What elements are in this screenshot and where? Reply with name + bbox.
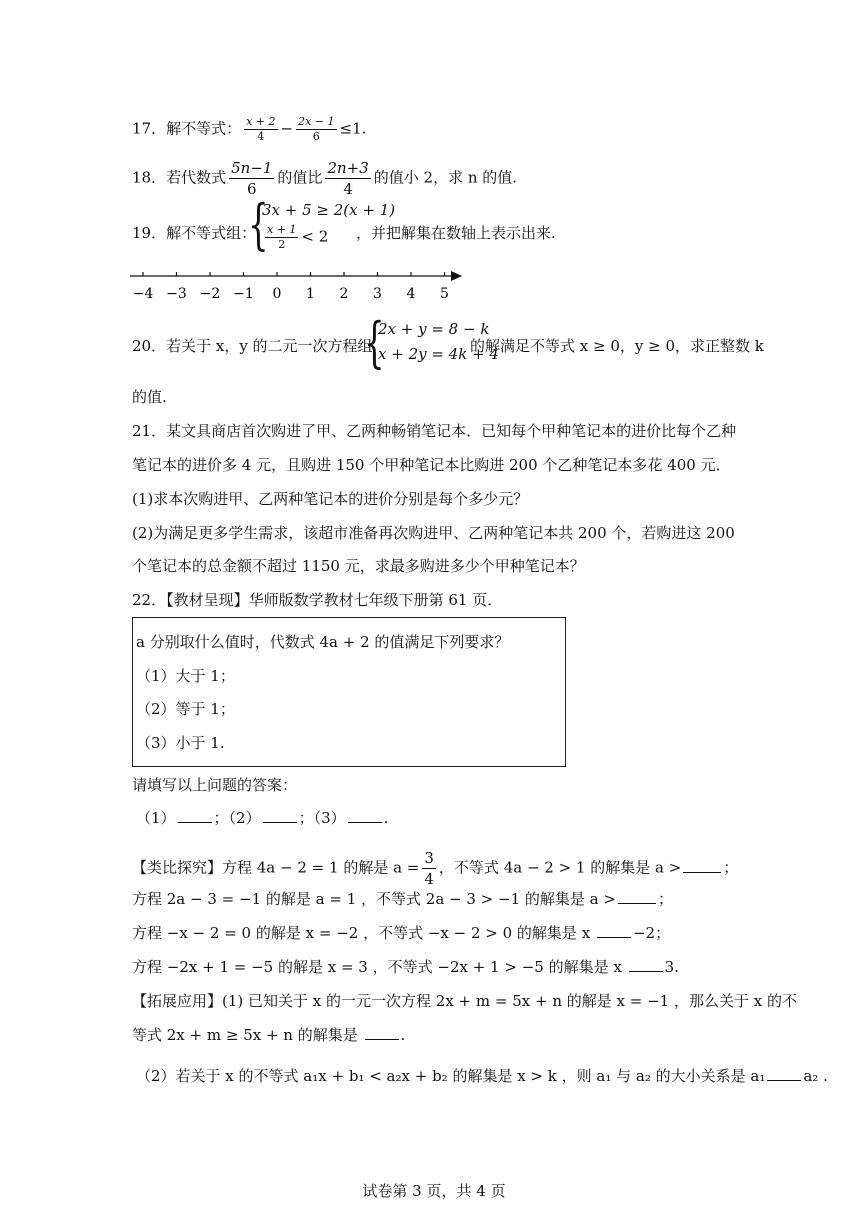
ext-blank-2[interactable] <box>767 1066 801 1081</box>
q20-eq1: 2x + y = 8 − k <box>378 320 490 338</box>
q22-title: 22．【教材呈现】华师版数学教材七年级下册第 61 页． <box>132 591 503 609</box>
analog-blank-2[interactable] <box>618 889 656 904</box>
q21-line2: 笔记本的进价多 4 元，且购进 150 个甲种笔记本比购进 200 个乙种笔记本多花 400 元． <box>132 456 731 474</box>
number-line-label: 3 <box>373 286 382 302</box>
q21-line3: (1)求本次购进甲、乙两种笔记本的进价分别是每个多少元？ <box>132 490 529 508</box>
q17-frac1: $\frac{x + 2}{4}$ <box>246 115 276 143</box>
analog-line-2: 方程 2a − 3 = −1 的解是 a = 1 ，不等式 2a − 3 > −1 的解集是 a > ； <box>132 890 673 908</box>
number-line-arrow <box>451 271 462 281</box>
number-line-label: 4 <box>406 286 416 302</box>
q18-frac2: $\frac{2n+3}{4}$ <box>327 159 369 198</box>
answer-blank-2[interactable] <box>263 808 297 823</box>
q21-line4: (2)为满足更多学生需求，该超市准备再次购进甲、乙两种笔记本共 200 个，若购进这 200 <box>132 524 735 542</box>
analog-line-4: 方程 −2x + 1 = −5 的解是 x = 3 ，不等式 −2x + 1 > −5 的解集是 x 3. <box>132 958 679 976</box>
q21-line5: 个笔记本的总金额不超过 1150 元，求最多购进多少个甲种笔记本？ <box>132 557 585 575</box>
q19-label: 19．解不等式组： <box>132 224 257 242</box>
answer-line: （1） ；（2） ；（3） . <box>136 809 389 827</box>
analog-blank-1[interactable] <box>683 858 721 873</box>
q19-post: ，并把解集在数轴上表示出来. <box>356 224 556 242</box>
analog-blank-4[interactable] <box>629 957 663 972</box>
q18-frac1: $\frac{5n-1}{6}$ <box>231 159 273 198</box>
number-line-label: −4 <box>132 286 154 302</box>
analog-line-3: 方程 −x − 2 = 0 的解是 x = −2 ，不等式 −x − 2 > 0 的解集是 x −2； <box>132 924 671 942</box>
analog-frac: $\frac{3}{4}$ <box>424 849 434 888</box>
number-line <box>125 268 470 308</box>
box-question: a 分别取什么值时，代数式 4a + 2 的值满足下列要求？ <box>136 633 510 651</box>
number-line-label: 0 <box>272 286 282 302</box>
ext-line-2: （2）若关于 x 的不等式 a₁x + b₁ < a₂x + b₂ 的解集是 x > k ，则 a₁ 与 a₂ 的大小关系是 a₁ a₂ . <box>136 1067 828 1085</box>
analog-line-1: 【类比探究】方程 4a − 2 = 1 的解是 a = $\frac{3}{4}$ ，不等式 4a − 2 > 1 的解集是 a > ； <box>132 849 739 888</box>
number-line-label: 2 <box>339 286 349 302</box>
box-item-1: （1）大于 1； <box>136 667 235 685</box>
answer-blank-3[interactable] <box>348 808 382 823</box>
ext-blank-1[interactable] <box>365 1025 399 1040</box>
q20-post: 的解满足不等式 x ≥ 0，y ≥ 0，求正整数 k <box>470 337 764 355</box>
q20-post2: 的值. <box>132 388 167 406</box>
q18: 18．若代数式 $\frac{5n-1}{6}$ 的值比 $\frac{2n+3}{4}$ 的值小 2，求 n 的值. <box>132 159 518 198</box>
q17-frac2: $\frac{2x - 1}{6}$ <box>298 115 335 143</box>
q19-ineq1: 3x + 5 ≥ 2(x + 1) <box>262 201 396 219</box>
box-item-2: （2）等于 1； <box>136 700 235 718</box>
analog-blank-3[interactable] <box>597 923 631 938</box>
q19-brace: { <box>248 193 269 256</box>
answer-blank-1[interactable] <box>178 808 212 823</box>
ext-line-1b: 等式 2x + m ≥ 5x + n 的解集是 . <box>132 1026 406 1044</box>
fill-prompt: 请填写以上问题的答案： <box>132 776 298 794</box>
q20-pre: 20．若关于 x，y 的二元一次方程组 <box>132 337 373 355</box>
q20-eq2: x + 2y = 4k + 4 <box>378 345 499 363</box>
page-footer: 试卷第 3 页，共 4 页 <box>362 1182 506 1200</box>
q17: 17．解不等式： $\frac{x + 2}{4}$ − $\frac{2x - 1}{6}$ ≤1. <box>132 115 367 143</box>
box-item-3: （3）小于 1. <box>136 734 225 752</box>
q19-ineq2: $\frac{x + 1}{2}$ < 2 <box>267 223 329 251</box>
number-line-label: 1 <box>306 286 315 302</box>
q20-brace: { <box>364 311 385 374</box>
number-line-label: −1 <box>233 286 254 302</box>
q17-label: 17．解不等式： <box>132 119 242 138</box>
q21-line1: 21．某文具商店首次购进了甲、乙两种畅销笔记本．已知每个甲种笔记本的进价比每个乙种 <box>132 422 737 440</box>
number-line-label: −3 <box>166 286 187 302</box>
ext-line-1a: 【拓展应用】(1) 已知关于 x 的一元一次方程 2x + m = 5x + n 的解是 x = −1 ，那么关于 x 的不 <box>132 992 797 1010</box>
number-line-label: 5 <box>440 286 449 302</box>
number-line-label: −2 <box>199 286 221 302</box>
